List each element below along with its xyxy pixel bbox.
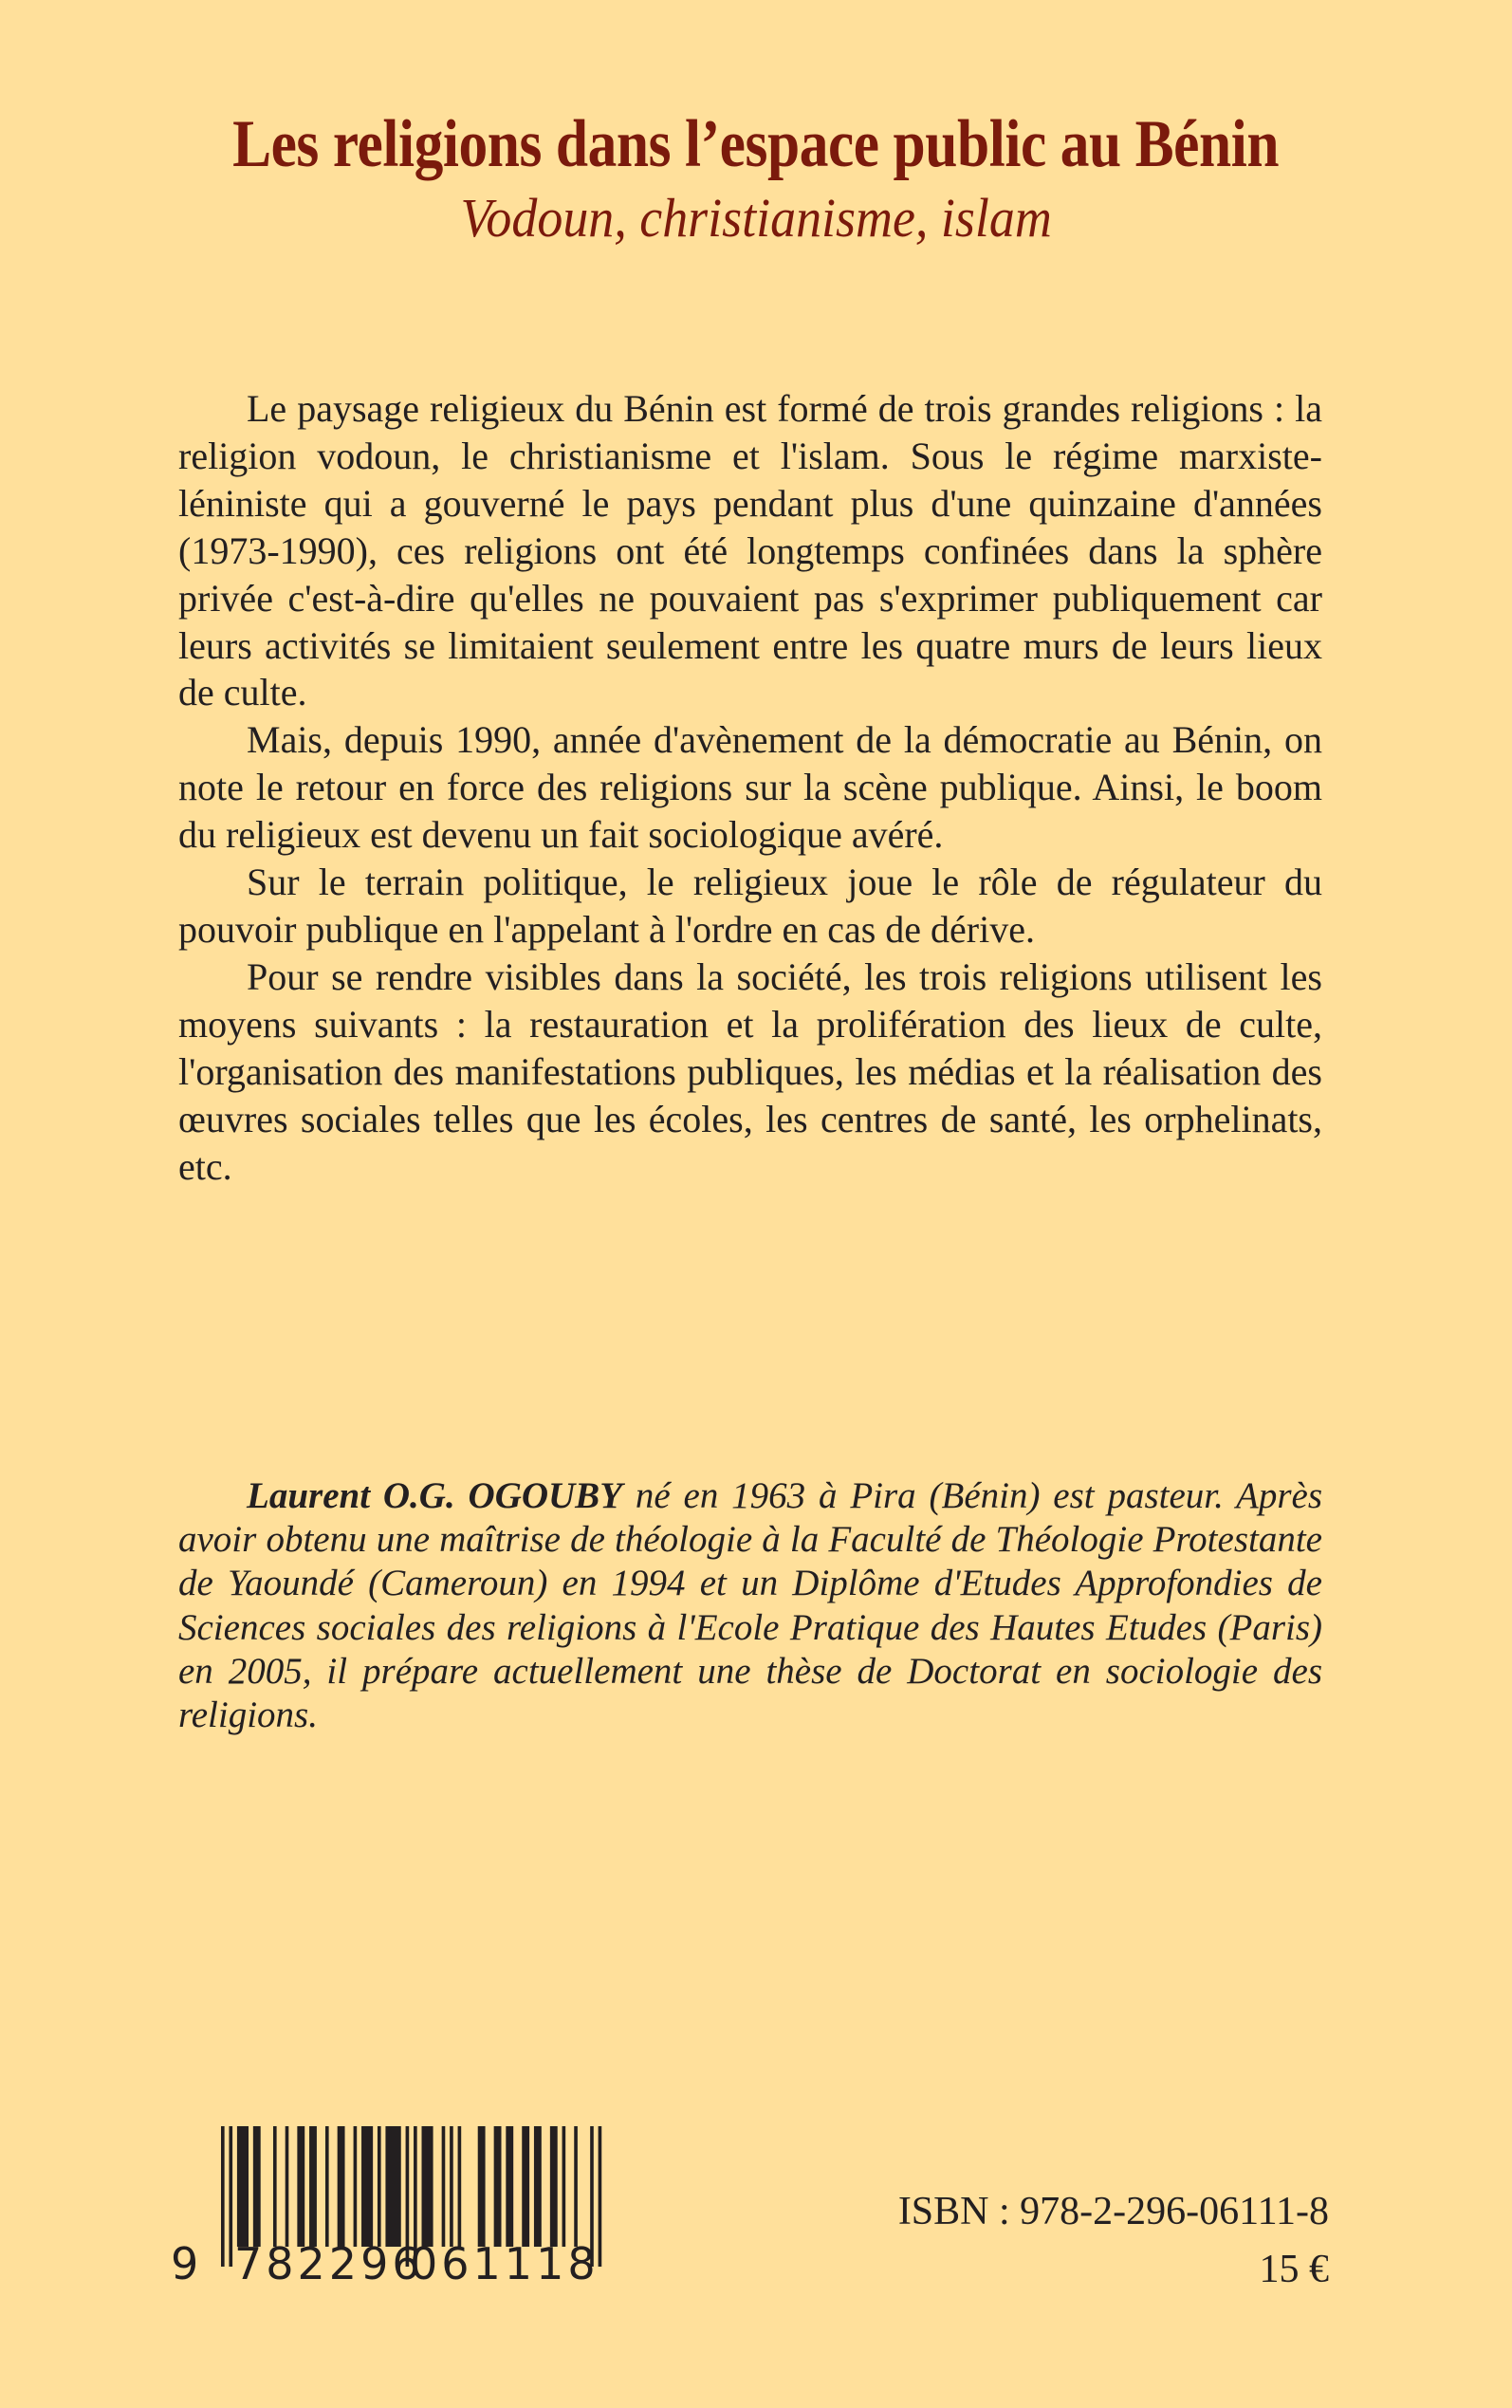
summary-paragraph: Sur le terrain politique, le religieux joue le rôle de régulateur du pouvoir publique en l'appelant à l'ordre en cas de dérive. [178, 861, 1322, 951]
price-label: 15 € [1259, 2248, 1329, 2291]
summary-paragraph: Pour se rendre visibles dans la société, les trois religions utilisent les moyens suivants : la restauration et la prolifération des lieux de culte, l'organisation des manifestations publiques, les médias et la réalisation des œuvres sociales telles que les écoles, les centres de santé, les orphelinats, etc. [178, 954, 1322, 1188]
book-subtitle [0, 188, 1512, 249]
author-bio-paragraph [178, 1474, 1322, 1737]
book-title-text: Les religions dans l’espace public au Bénin [232, 107, 1280, 181]
summary-paragraph: Mais, depuis 1990, année d'avènement de la démocratie au Bénin, on note le retour en force des religions sur la scène publique. Ainsi, le boom du religieux est devenu un fait sociologique avéré. [178, 718, 1322, 857]
barcode-first-digit: 9 [171, 2238, 203, 2289]
book-subtitle-text: Vodoun, christianisme, islam [460, 187, 1052, 249]
ean13-barcode-icon [171, 2126, 617, 2288]
book-title [0, 106, 1512, 182]
barcode-left-group: 782296 [234, 2238, 424, 2289]
summary-paragraph: Le paysage religieux du Bénin est formé de trois grandes religions : la religion vodoun, le christianisme et l'islam. Sous le régime marxiste-léniniste qui a gouverné le pays pendant plus d'une quinzaine d'années (1973-1990), ces religions ont été longtemps confinées dans la sphère privée c'est-à-dire qu'elles ne pouvaient pas s'exprimer publiquement car leurs activités se limitaient seulement entre les quatre murs de leurs lieux de culte. [178, 387, 1322, 714]
author-bio-text: né en 1963 à Pira (Bénin) est pasteur. Après avoir obtenu une maîtrise de théologie à la Faculté de Théologie Protestante de Yaoundé (Cameroun) en 1994 et un Diplôme d'Etudes Approfondies de Sciences sociales des religions à l'Ecole Pratique des Hautes Etudes (Paris) en 2005, il prépare actuellement une thèse de Doctorat en sociologie des religions. [178, 1475, 1322, 1736]
author-name: Laurent O.G. OGOUBY [247, 1475, 623, 1516]
barcode-right-group: 061118 [410, 2238, 599, 2289]
isbn-label: ISBN : 978-2-296-06111-8 [897, 2190, 1329, 2233]
author-bio [178, 1474, 1322, 1737]
book-summary [178, 385, 1322, 1190]
